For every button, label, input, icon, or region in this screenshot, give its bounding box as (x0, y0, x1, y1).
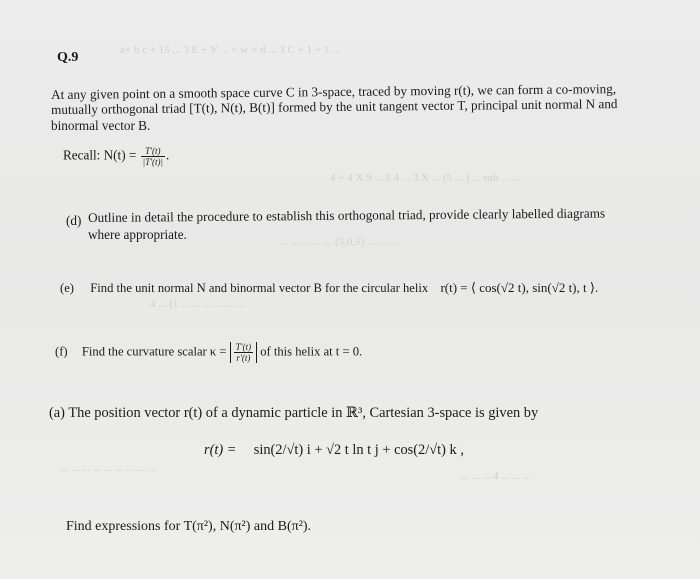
part-a-formula-rhs: sin(2/√t) i + √2 t ln t j + cos(2/√t) k , (253, 442, 464, 458)
recall-numerator: T'(t) (141, 146, 165, 157)
part-f-label: (f) (55, 344, 68, 359)
bleed-through-text: ... ... ... 4 ... ... ... (460, 470, 532, 482)
intro-line-3 (51, 118, 150, 134)
recall-denominator: |T'(t)| (142, 157, 164, 167)
part-f-text-after: of this helix at t = 0. (260, 344, 363, 359)
part-f-abs (230, 342, 257, 363)
bleed-through-text: 4 ... (1 ... ... ... ... ... ... (150, 298, 245, 310)
bleed-through-text: ... ... ... ... ... ... ... ... ... (60, 462, 157, 474)
part-e (60, 280, 598, 296)
part-a (49, 405, 538, 422)
part-f-text-before: Find the curvature scalar κ = (81, 344, 227, 359)
bleed-through-text: a+ b c + 15 ... 3 E + V ... = w = d ... 3 C + 1 + 1 ... (120, 44, 341, 56)
part-f-denominator: r'(t) (236, 353, 251, 363)
part-a-find (66, 519, 311, 535)
recall-label: Recall: N(t) = (63, 147, 137, 163)
part-f-numerator: T'(t) (235, 342, 252, 352)
part-f (55, 342, 362, 363)
recall-formula: Recall: N(t) = $\frac{T'(t)}{|T'(t)|}$ . (63, 146, 170, 167)
bleed-through-text: ... ... ... ... ... (5,0,5) ... ... ... (280, 236, 398, 248)
part-d-label: (d) (66, 213, 82, 228)
part-a-formula (204, 442, 464, 459)
part-e-label: (e) (60, 281, 74, 295)
question-number: Q.9 (57, 50, 79, 65)
intro-text-2: mutually orthogonal triad [T(t), N(t), B(t)] formed by the unit tangent vector T, principal unit normal N and (51, 96, 618, 117)
part-d-line-1 (88, 205, 605, 226)
part-d-line-2 (88, 227, 187, 243)
part-a-text: The position vector r(t) of a dynamic particle in ℝ³, Cartesian 3-space is given by (68, 405, 539, 421)
part-d-text-1: Outline in detail the procedure to establish this orthogonal triad, provide clearly labelled diagrams (88, 205, 606, 225)
intro-text-3: binormal vector B. (51, 118, 151, 133)
bleed-through-text: 4 + 4 X 9 ... 5 4 ... 3 X ... (5 ... ) ... sub ... ... (330, 172, 521, 184)
recall-fraction (141, 146, 165, 167)
part-e-formula: r(t) = ⟨ cos(√2 t), sin(√2 t), t ⟩. (440, 280, 599, 295)
part-a-label: (a) (49, 405, 65, 421)
part-d-text-2: where appropriate. (88, 227, 187, 242)
intro-text-1: At any given point on a smooth space curve C in 3-space, traced by moving r(t), we can form a co-moving, (51, 81, 617, 102)
part-a-formula-lhs: r(t) = (204, 442, 237, 458)
part-f-fraction (234, 342, 253, 363)
part-e-text: Find the unit normal N and binormal vector B for the circular helix (90, 281, 429, 295)
part-a-find-text: Find expressions for T(π²), N(π²) and B(π²). (66, 519, 312, 534)
